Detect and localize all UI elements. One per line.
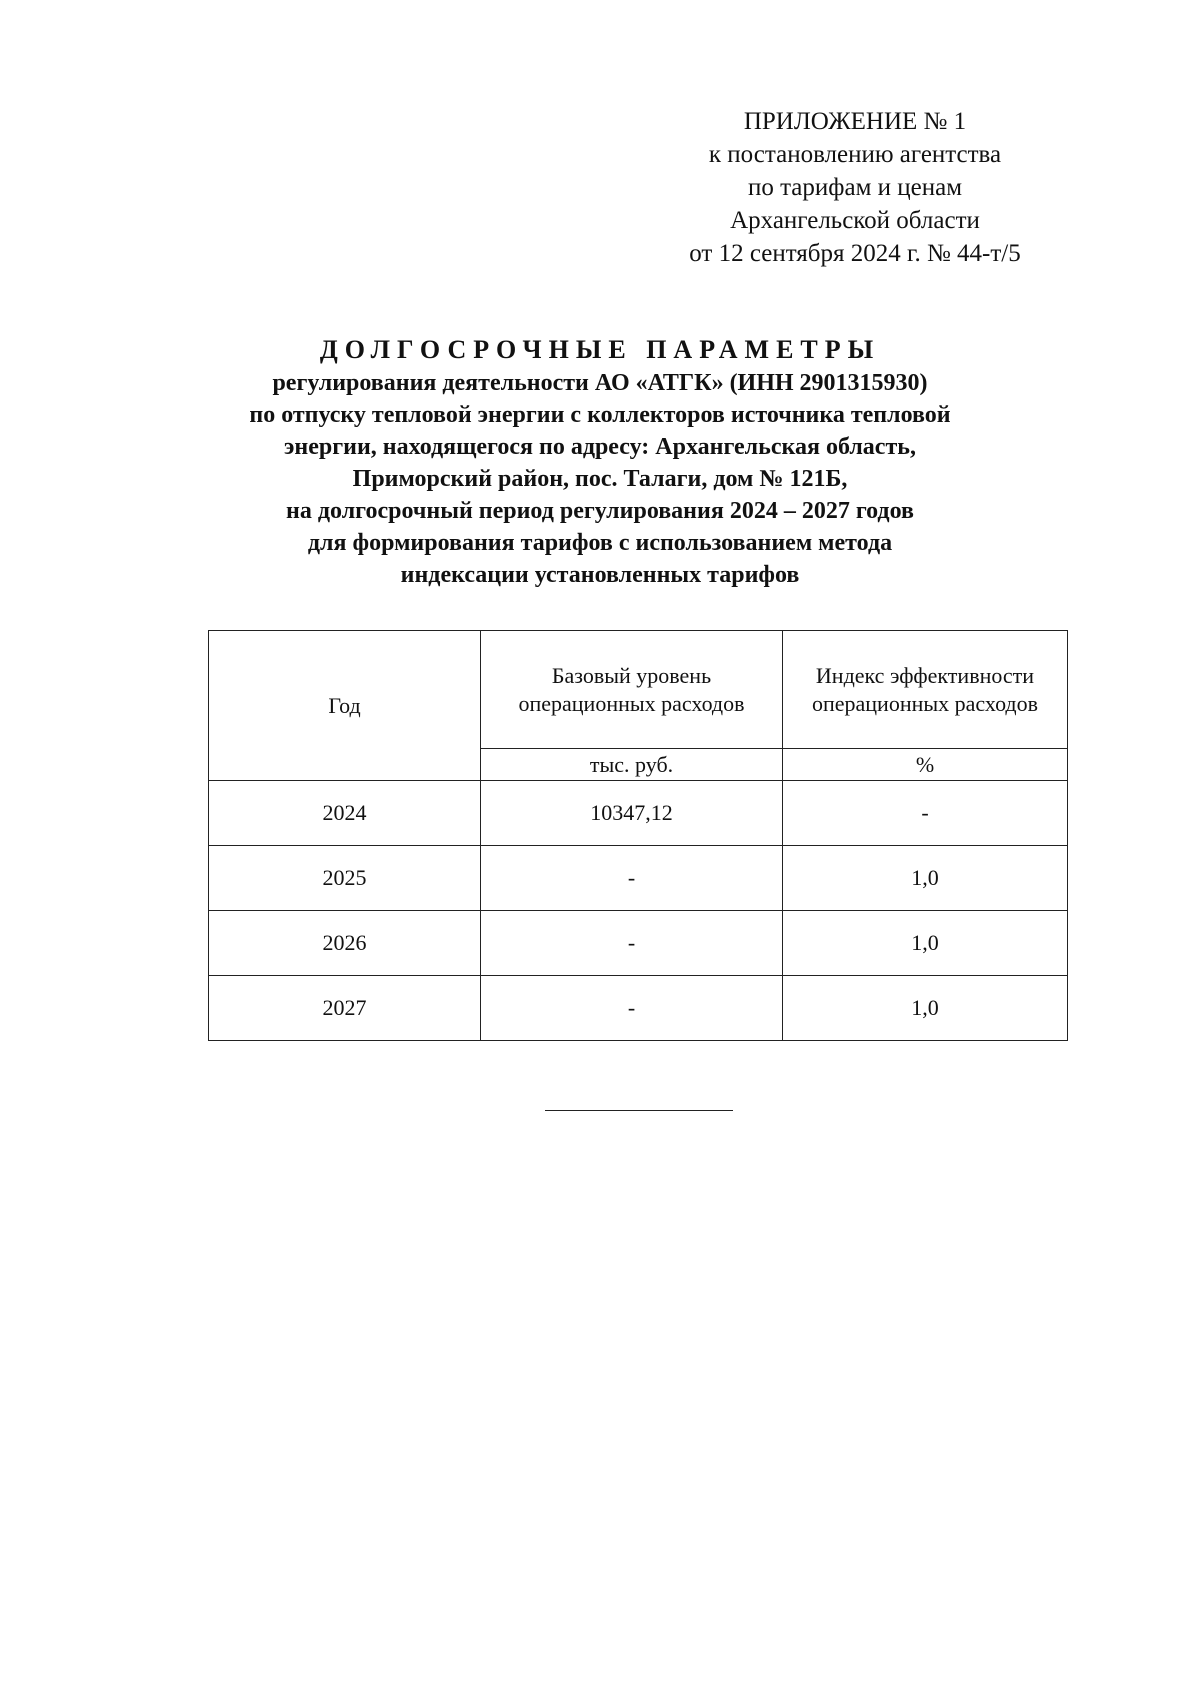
header-base-line-1: Базовый уровень: [551, 662, 712, 688]
cell-efficiency-index: 1,0: [783, 976, 1068, 1041]
table-row: [209, 781, 1068, 846]
header-year: Год: [209, 631, 481, 781]
cell-efficiency-index: -: [783, 781, 1068, 846]
title-line-7: индексации установленных тарифов: [400, 562, 800, 588]
appendix-region-line: Архангельской области: [730, 207, 980, 234]
appendix-agency-line: по тарифам и ценам: [747, 174, 963, 201]
title-line-2: по отпуску тепловой энергии с коллекторов источника тепловой: [249, 402, 951, 428]
header-index-line-1: Индекс эффективности: [815, 662, 1035, 688]
header-base-line-2: операционных расходов: [518, 690, 745, 716]
cell-year: 2026: [209, 911, 481, 976]
table-row: [209, 976, 1068, 1041]
title-line-3: энергии, находящегося по адресу: Архангельская область,: [284, 434, 916, 460]
cell-base-level: -: [481, 976, 783, 1041]
cell-base-level: -: [481, 846, 783, 911]
header-base-level: [481, 631, 783, 749]
end-separator-line: [545, 1110, 733, 1111]
table-row: [209, 846, 1068, 911]
cell-year: 2027: [209, 976, 481, 1041]
cell-efficiency-index: 1,0: [783, 911, 1068, 976]
appendix-number: ПРИЛОЖЕНИЕ № 1: [743, 108, 967, 135]
appendix-date-line: от 12 сентября 2024 г. № 44-т/5: [689, 240, 1021, 267]
header-efficiency-index: [783, 631, 1068, 749]
cell-base-level: -: [481, 911, 783, 976]
parameters-table: [208, 630, 1068, 1041]
unit-base-level: тыс. руб.: [481, 749, 783, 781]
appendix-reference-line: к постановлению агентства: [708, 141, 1002, 168]
title-line-1: регулирования деятельности АО «АТГК» (ИНН 2901315930): [272, 370, 928, 396]
document-title: [150, 333, 1050, 591]
table-row: [209, 911, 1068, 976]
cell-efficiency-index: 1,0: [783, 846, 1068, 911]
header-index-line-2: операционных расходов: [811, 690, 1039, 716]
title-line-4: Приморский район, пос. Талаги, дом № 121Б,: [352, 466, 848, 492]
unit-efficiency-index: %: [783, 749, 1068, 781]
title-line-5: на долгосрочный период регулирования 2024 – 2027 годов: [286, 498, 914, 524]
cell-base-level: 10347,12: [481, 781, 783, 846]
cell-year: 2025: [209, 846, 481, 911]
cell-year: 2024: [209, 781, 481, 846]
appendix-header: [660, 105, 1050, 270]
title-main: ДОЛГОСРОЧНЫЕ ПАРАМЕТРЫ: [319, 335, 881, 364]
title-line-6: для формирования тарифов с использованием метода: [307, 530, 893, 556]
